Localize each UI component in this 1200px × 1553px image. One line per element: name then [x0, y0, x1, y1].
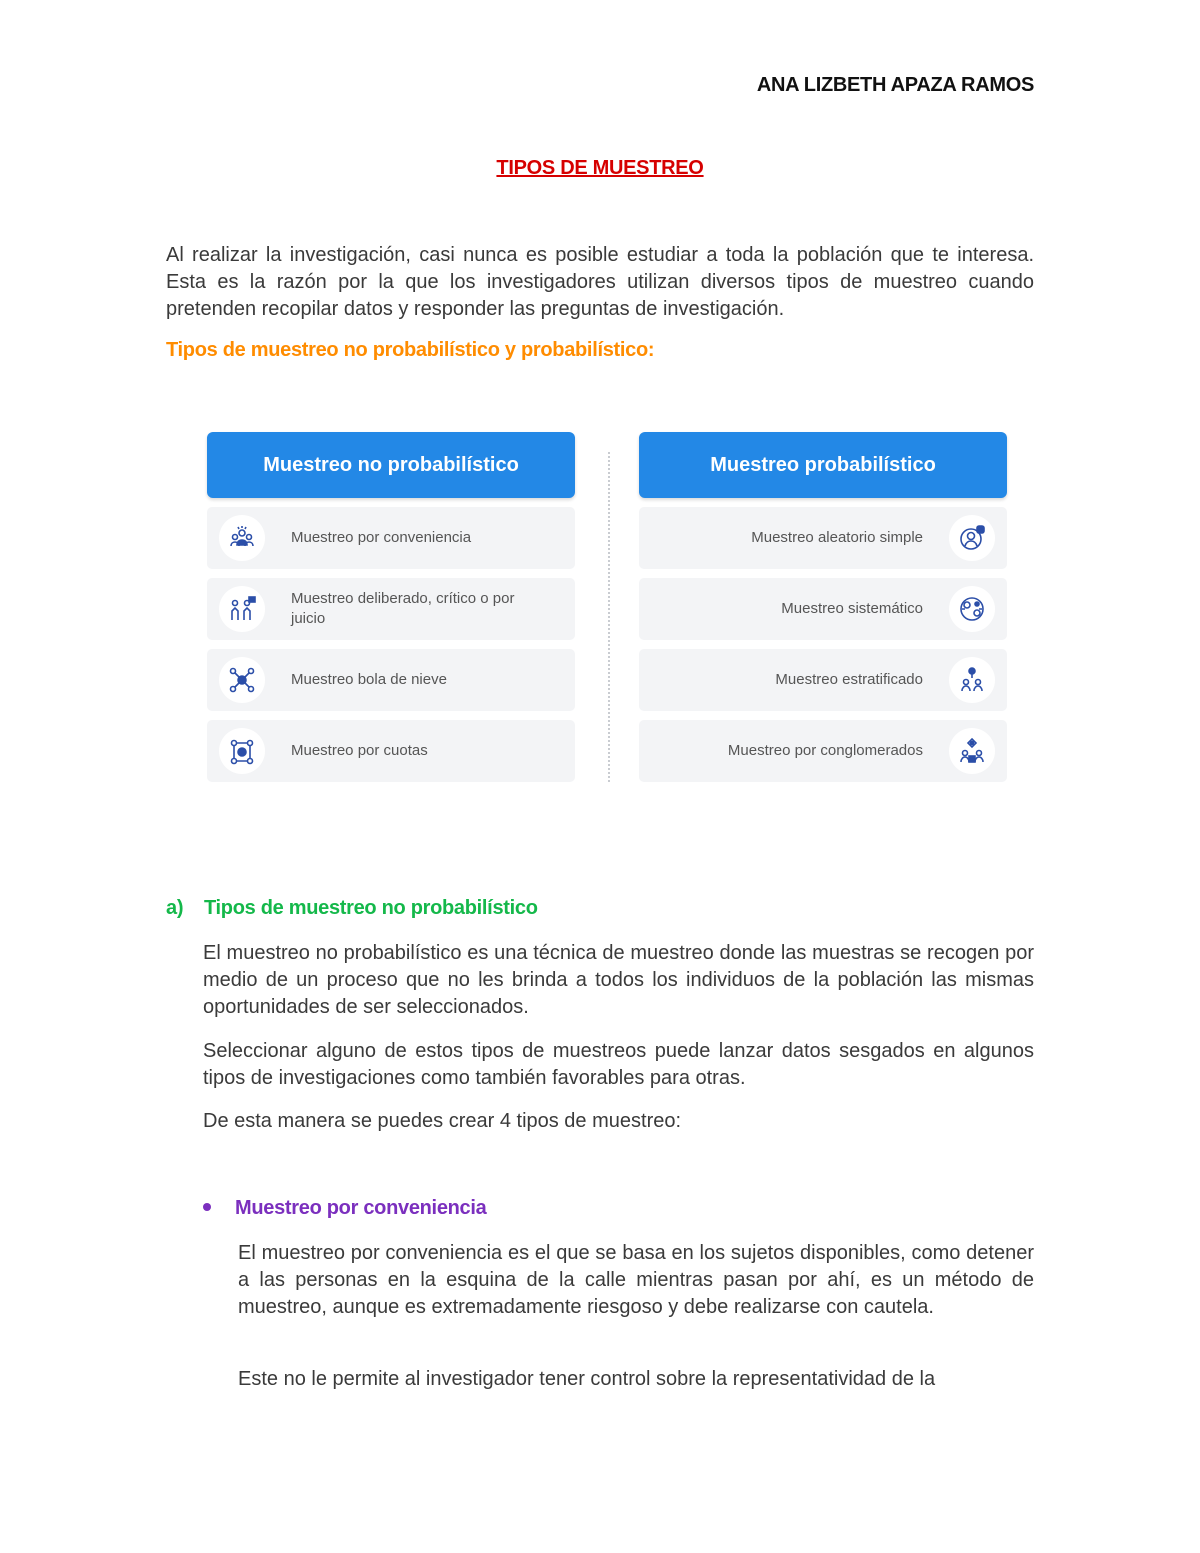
infographic-item-label: Muestreo por conveniencia	[291, 529, 472, 546]
infographic-item	[639, 649, 1007, 711]
infographic-item	[207, 649, 575, 711]
sampling-infographic	[205, 432, 1010, 788]
infographic-item-label: Muestreo bola de nieve	[291, 671, 447, 688]
infographic-item-label: Muestreo aleatorio simple	[751, 529, 923, 546]
section-a-paragraph: De esta manera se puedes crear 4 tipos de muestreo:	[203, 1110, 682, 1132]
intro-paragraph: Al realizar la investigación, casi nunca es posible estudiar a toda la población que te interesa. Esta es la razón por la que los investigadores utilizan diversos tipos de muestreo cuando pretenden recopilar datos y responder las preguntas de investigación.	[166, 244, 1034, 320]
author-name: ANA LIZBETH APAZA RAMOS	[756, 74, 1034, 96]
infographic-item-label: Muestreo por conglomerados	[727, 742, 923, 759]
probabilistic-column	[639, 432, 1007, 782]
infographic-item	[207, 720, 575, 782]
quota-network-icon	[219, 728, 265, 774]
infographic-item-label: Muestreo estratificado	[775, 671, 923, 688]
section-heading: Tipos de muestreo no probabilístico y probabilístico:	[166, 339, 655, 361]
bullet-paragraph: Este no le permite al investigador tener control sobre la representatividad de la	[238, 1368, 936, 1390]
bullet-heading	[203, 1197, 486, 1220]
infographic-item	[207, 507, 575, 569]
infographic-item	[639, 720, 1007, 782]
infographic-item-label: Muestreo por cuotas	[291, 742, 428, 759]
infographic-item-label: Muestreo sistemático	[781, 600, 923, 617]
infographic-item	[639, 507, 1007, 569]
strata-people-icon	[949, 657, 995, 703]
column-divider	[608, 452, 610, 782]
infographic-item-label: Muestreo deliberado, crítico o por juicio	[291, 590, 515, 627]
judge-icon	[219, 586, 265, 632]
document-title: TIPOS DE MUESTREO	[496, 157, 704, 179]
infographic-item	[207, 578, 575, 640]
people-group-icon	[219, 515, 265, 561]
network-icon	[219, 657, 265, 703]
probabilistic-header: Muestreo probabilístico	[639, 432, 1007, 498]
bullet-dot	[203, 1203, 211, 1211]
infographic-item	[639, 578, 1007, 640]
non-probabilistic-column	[207, 432, 575, 782]
non-probabilistic-header: Muestreo no probabilístico	[207, 432, 575, 498]
user-add-icon	[949, 515, 995, 561]
cluster-people-icon	[949, 728, 995, 774]
cycle-people-icon	[949, 586, 995, 632]
section-a-marker: a)	[166, 897, 184, 919]
bullet-paragraph: El muestreo por conveniencia es el que se basa en los sujetos disponibles, como detener a las personas en la esquina de la calle mientras pasan por ahí, es un método de muestreo, aunque es extremadamente riesgoso y debe realizarse con cautela.	[238, 1242, 1034, 1318]
section-a-heading	[166, 897, 538, 920]
section-a-paragraph: Seleccionar alguno de estos tipos de muestreos puede lanzar datos sesgados en algunos tipos de investigaciones como también favorables para otras.	[203, 1040, 1034, 1089]
section-a-paragraph: El muestreo no probabilístico es una técnica de muestreo donde las muestras se recogen por medio de un proceso que no les brinda a todos los individuos de la población las mismas oportunidades de ser seleccionados.	[203, 942, 1034, 1018]
section-a-title: Tipos de muestreo no probabilístico	[204, 897, 538, 919]
bullet-title: Muestreo por conveniencia	[235, 1197, 487, 1219]
